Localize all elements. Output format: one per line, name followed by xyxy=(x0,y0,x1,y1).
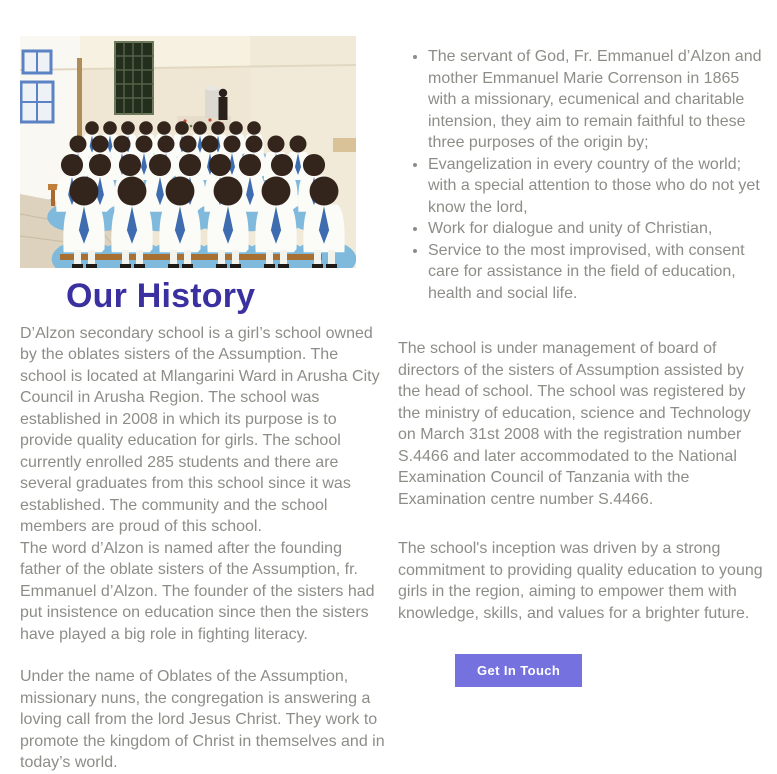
get-in-touch-button[interactable]: Get In Touch xyxy=(455,654,582,687)
right-column xyxy=(398,46,764,687)
history-paragraph-1: D’Alzon secondary school is a girl’s school owned by the oblates sisters of the Assumption. The school is located at Mlangarini Ward in Arusha City Council in Arusha Region. The school was established in 2008 in which its purpose is to provide quality education for girls. The school currently enrolled 285 students and there are several graduates from this school since it was established. The community and the school members are proud of this school. xyxy=(20,324,380,536)
classroom-photo xyxy=(20,36,356,268)
list-item: • Evangelization in every country of the world; with a special attention to those who do not yet know the lord, xyxy=(428,154,764,219)
history-paragraph-2: The word d’Alzon is named after the founding father of the oblate sisters of the Assumption, fr. Emmanuel d’Alzon. The founder of the sisters had put insistence on education since then the sisters have played a big role in fighting literacy. xyxy=(20,539,375,643)
list-item: • Service to the most improvised, with consent care for assistance in the field of education, health and social life. xyxy=(428,240,764,305)
purposes-list xyxy=(398,46,764,304)
management-paragraph: The school is under management of board of directors of the sisters of Assumption assisted by the head of school. The school was registered by the ministry of education, science and Technology on March 31st 2008 with the registration number S.4466 and later accommodated to the National Examination Council of Tanzania with the Examination centre number S.4466. xyxy=(398,340,751,508)
inception-paragraph: The school's inception was driven by a strong commitment to providing quality education to young girls in the region, aiming to empower them with knowledge, skills, and values for a brighter future. xyxy=(398,540,763,622)
history-paragraph-3: Under the name of Oblates of the Assumption, missionary nuns, the congregation is answering a loving call from the lord Jesus Christ. They work to promote the kingdom of Christ in themselves and in today’s world. xyxy=(20,668,385,772)
section-heading: Our History xyxy=(66,277,256,315)
list-item: • Work for dialogue and unity of Christian, xyxy=(428,218,764,240)
history-text xyxy=(20,323,386,774)
left-column xyxy=(20,36,386,774)
list-item: • The servant of God, Fr. Emmanuel d’Alzon and mother Emmanuel Marie Correnson in 1865 with a missionary, ecumenical and charitable intension, they aim to remain faithful to these three purposes of the origin by; xyxy=(428,46,764,154)
